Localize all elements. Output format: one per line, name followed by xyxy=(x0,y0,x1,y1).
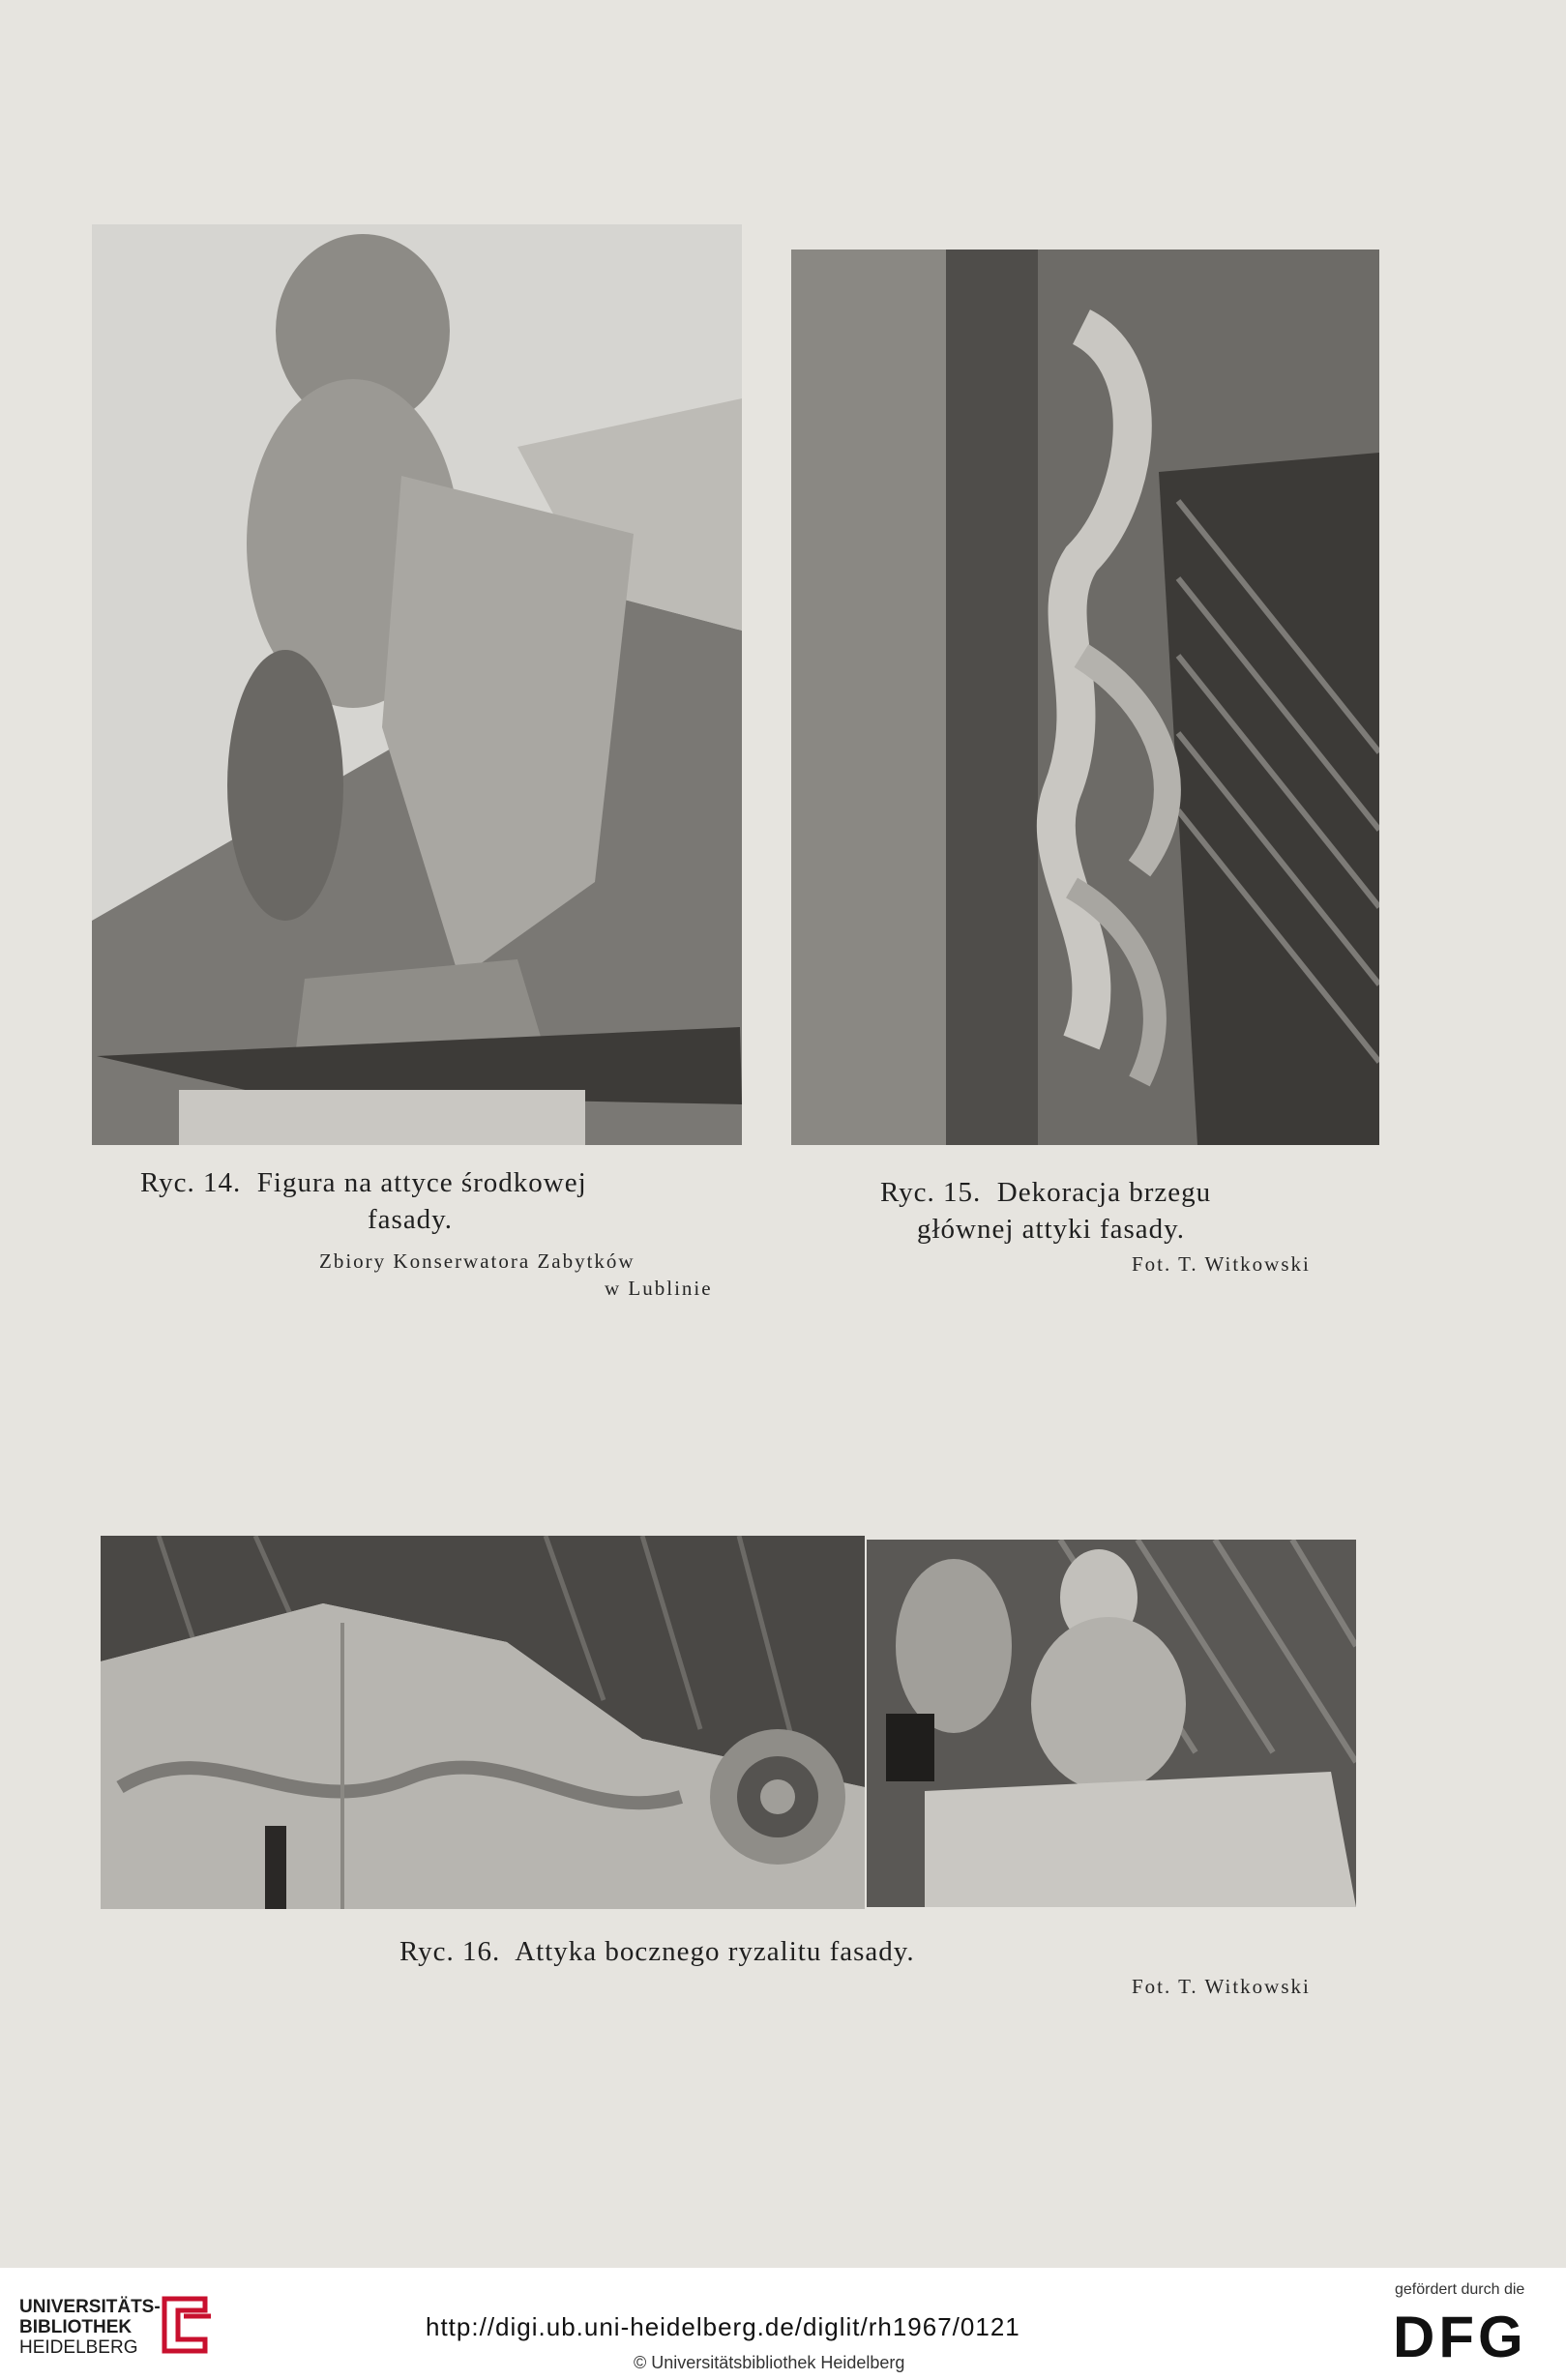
caption-fig14-line1: Ryc. 14. Figura na attyce środkowej xyxy=(140,1167,587,1198)
copyright-notice: © Universitätsbibliothek Heidelberg xyxy=(634,2353,905,2372)
credit-fig14-line2: w Lublinie xyxy=(605,1277,713,1300)
photo-fig14-putto-statue xyxy=(92,224,742,1145)
credit-fig15: Fot. T. Witkowski xyxy=(1132,1252,1311,1276)
library-logo-icon xyxy=(155,2289,215,2361)
caption-fig15-line2: głównej attyki fasady. xyxy=(917,1214,1186,1245)
caption-fig14-line2: fasady. xyxy=(368,1204,454,1235)
caption-fig16: Ryc. 16. Attyka bocznego ryzalitu fasady. xyxy=(399,1936,915,1967)
caption-fig15-line1: Ryc. 15. Dekoracja brzegu xyxy=(880,1177,1212,1208)
photo-fig15-attic-decoration xyxy=(791,250,1379,1145)
credit-fig16: Fot. T. Witkowski xyxy=(1132,1975,1311,1998)
library-line1: UNIVERSITÄTS- xyxy=(19,2297,161,2317)
permalink-url[interactable]: http://digi.ub.uni-heidelberg.de/diglit/rh1967/0121 xyxy=(426,2312,1020,2341)
photo-fig16-attic-scroll xyxy=(101,1536,865,1909)
credit-fig14-line1: Zbiory Konserwatora Zabytków xyxy=(319,1249,635,1273)
library-name xyxy=(19,2297,161,2358)
photo-fig16-reclining-figure xyxy=(867,1540,1356,1907)
funded-by-label: gefördert durch die xyxy=(1395,2281,1525,2298)
viewer-footer xyxy=(0,2268,1566,2380)
dfg-logo: DFG xyxy=(1393,2305,1527,2369)
library-line3: HEIDELBERG xyxy=(19,2337,138,2358)
library-line2: BIBLIOTHEK xyxy=(19,2317,133,2337)
